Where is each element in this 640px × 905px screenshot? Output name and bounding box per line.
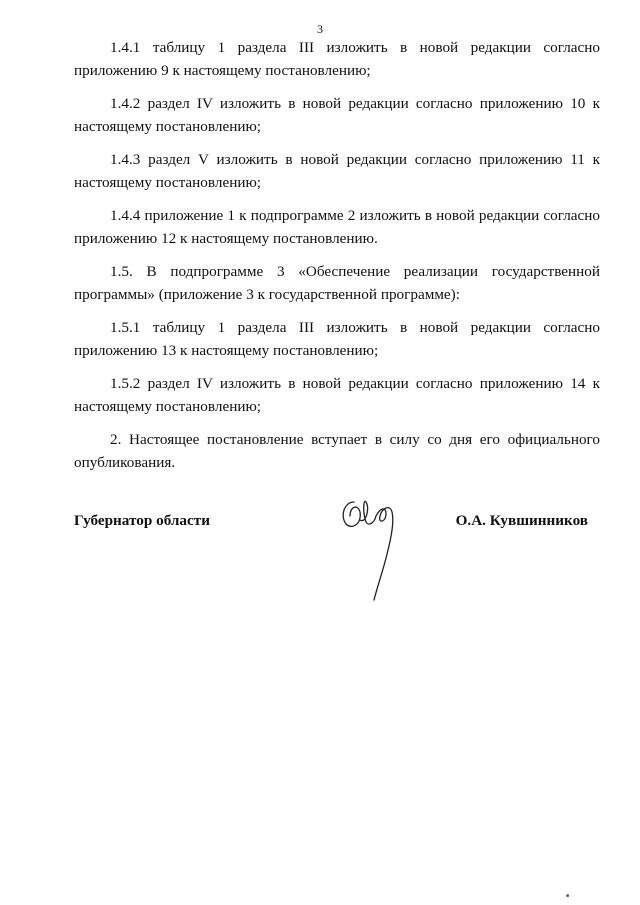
- signature-block: [74, 512, 600, 622]
- scan-speck: ■: [566, 894, 570, 899]
- paragraph-1-5: 1.5. В подпрограмме 3 «Обеспечение реализации государственной программы» (приложение 3 к государственной программе):: [74, 263, 600, 303]
- paragraph-1-4-4: 1.4.4 приложение 1 к подпрограмме 2 изложить в новой редакции согласно приложению 12 к настоящему постановлению.: [74, 207, 600, 247]
- paragraph-1-4-3: 1.4.3 раздел V изложить в новой редакции согласно приложению 11 к настоящему постановлению;: [74, 151, 600, 191]
- paragraph-2: 2. Настоящее постановление вступает в силу со дня его официального опубликования.: [74, 431, 600, 471]
- paragraph-1-5-1: 1.5.1 таблицу 1 раздела III изложить в новой редакции согласно приложению 13 к настоящему постановлению;: [74, 319, 600, 359]
- paragraph-1-4-2: 1.4.2 раздел IV изложить в новой редакции согласно приложению 10 к настоящему постановлению;: [74, 95, 600, 135]
- document-body: [74, 36, 600, 484]
- signer-position: Губернатор области: [74, 512, 210, 529]
- signer-name: О.А. Кувшинников: [455, 512, 588, 529]
- page-number: 3: [317, 22, 323, 36]
- handwritten-signature: [336, 494, 416, 604]
- paragraph-1-5-2: 1.5.2 раздел IV изложить в новой редакции согласно приложению 14 к настоящему постановлению;: [74, 375, 600, 415]
- paragraph-1-4-1: 1.4.1 таблицу 1 раздела III изложить в новой редакции согласно приложению 9 к настоящему постановлению;: [74, 39, 600, 79]
